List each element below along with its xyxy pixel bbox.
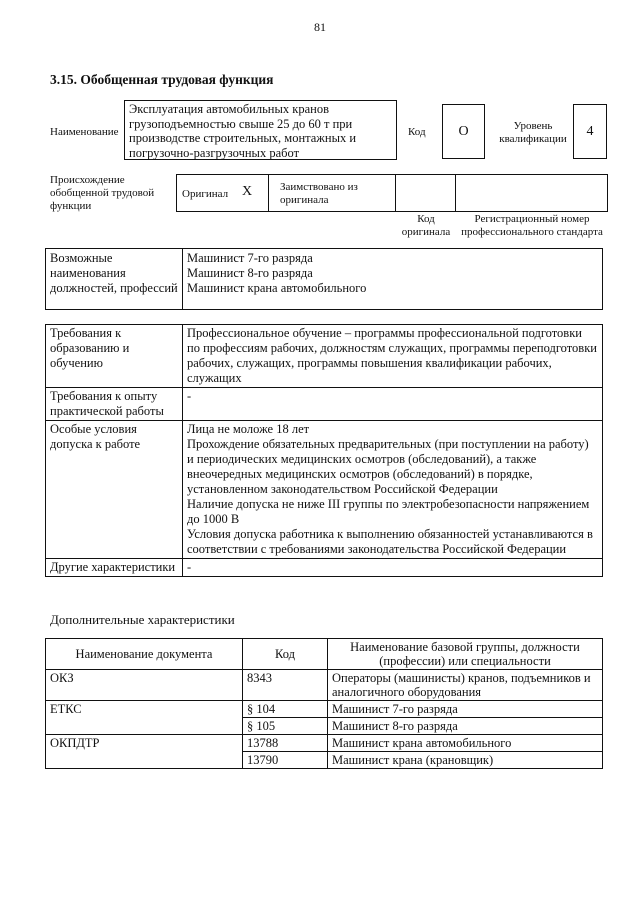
divider — [395, 174, 396, 212]
position-item: Машинист 8-го разряда — [187, 266, 313, 280]
requirement-label: Особые условия допуска к работе — [46, 421, 183, 559]
position-item: Машинист 7-го разряда — [187, 251, 313, 265]
positions-table — [45, 248, 603, 310]
requirement-label: Другие характеристики — [46, 559, 183, 577]
table-row — [46, 670, 603, 701]
origin-box — [176, 174, 608, 212]
section-heading: 3.15. Обобщенная трудовая функция — [50, 72, 274, 87]
name-value: Эксплуатация автомобильных кранов грузоподъемностью свыше 25 до 60 т при производстве строительных, монтажных и погрузочно-разгрузочных работ — [124, 100, 397, 160]
requirement-value — [183, 388, 603, 421]
table-row — [46, 735, 603, 752]
code-cell: § 104 — [243, 701, 328, 718]
additional-title: Дополнительные характеристики — [50, 612, 235, 627]
code-cell: § 105 — [243, 718, 328, 735]
divider — [455, 174, 456, 212]
requirement-line: Условия допуска работника к выполнению обязанностей устанавливаются в соответствии с требованиями законодательства Российской Федерации — [187, 527, 593, 556]
name-cell: Операторы (машинисты) кранов, подъемников и аналогичного оборудования — [328, 670, 603, 701]
code-cell: 13790 — [243, 752, 328, 769]
table-row — [46, 421, 603, 559]
doc-cell: ЕТКС — [46, 701, 243, 735]
origin-label: Происхождение обобщенной трудовой функции — [50, 174, 155, 212]
code-value: О — [442, 104, 485, 159]
requirement-line: Прохождение обязательных предварительных (при поступлении на работу) и периодических медицинских осмотров (обследований), а также внеочередных медицинских осмотров (обследований) в порядке, установленном законодательством Российской Федерации — [187, 437, 589, 496]
registration-caption: Регистрационный номер профессионального стандарта — [461, 213, 603, 238]
name-cell: Машинист 8-го разряда — [328, 718, 603, 735]
position-item: Машинист крана автомобильного — [187, 281, 367, 295]
code-cell: 13788 — [243, 735, 328, 752]
positions-list — [183, 249, 603, 310]
code-cell: 8343 — [243, 670, 328, 701]
requirement-value — [183, 559, 603, 577]
original-label: Оригинал — [182, 188, 229, 200]
requirement-line: Лица не моложе 18 лет — [187, 422, 310, 436]
table-row — [46, 388, 603, 421]
requirement-label: Требования к опыту практической работы — [46, 388, 183, 421]
table-row — [46, 559, 603, 577]
borrowed-label: Заимствовано из оригинала — [280, 181, 358, 206]
name-cell: Машинист 7-го разряда — [328, 701, 603, 718]
level-value: 4 — [573, 104, 607, 159]
table-header-row — [46, 639, 603, 670]
additional-table — [45, 638, 603, 769]
original-mark: X — [242, 184, 253, 199]
doc-cell: ОКПДТР — [46, 735, 243, 769]
name-label: Наименование — [50, 126, 119, 138]
requirement-line: Наличие допуска не ниже III группы по электробезопасности напряжением до 1000 В — [187, 497, 590, 526]
divider — [268, 174, 269, 212]
column-header: Наименование базовой группы, должности (профессии) или специальности — [328, 639, 603, 670]
level-label: Уровень квалификации — [499, 120, 567, 145]
requirement-line: - — [187, 560, 192, 574]
requirement-value — [183, 421, 603, 559]
requirement-label: Требования к образованию и обучению — [46, 325, 183, 388]
name-cell: Машинист крана (крановщик) — [328, 752, 603, 769]
code-label: Код — [408, 126, 426, 138]
requirements-table — [45, 324, 603, 577]
table-row — [46, 325, 603, 388]
positions-label: Возможные наименования должностей, профессий — [46, 249, 183, 310]
doc-cell: ОКЗ — [46, 670, 243, 701]
code-original-caption: Код оригинала — [401, 213, 451, 238]
requirement-line: - — [187, 389, 192, 403]
requirement-line: Профессиональное обучение – программы профессиональной подготовки по профессиям рабочих, должностям служащих, программы переподготовки рабочих, служащих, программы повышения квалификации рабочих, служащих — [187, 326, 597, 385]
column-header: Наименование документа — [46, 639, 243, 670]
requirement-value — [183, 325, 603, 388]
name-cell: Машинист крана автомобильного — [328, 735, 603, 752]
table-row — [46, 701, 603, 718]
column-header: Код — [243, 639, 328, 670]
page-number: 81 — [314, 20, 326, 34]
